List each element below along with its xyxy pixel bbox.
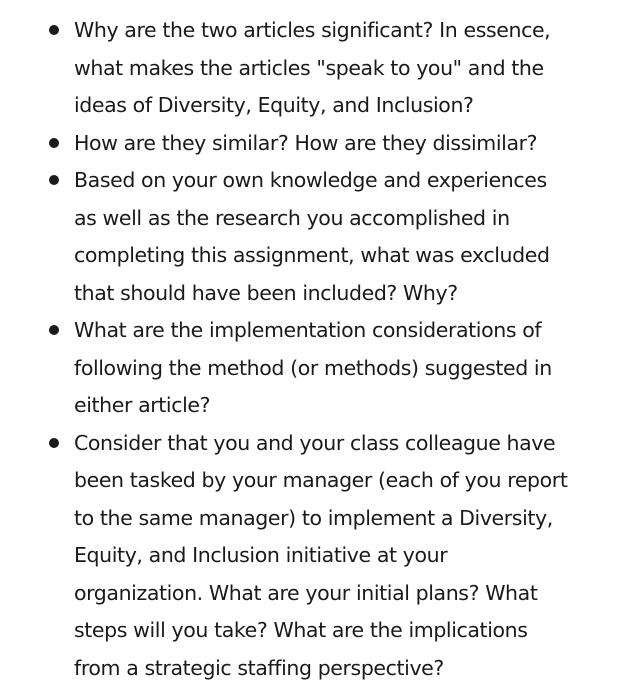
question-text-line: been tasked by your manager (each of you report (74, 468, 568, 492)
question-text-line: completing this assignment, what was excluded (74, 243, 550, 267)
question-text-line: ideas of Diversity, Equity, and Inclusion? (74, 93, 474, 117)
question-text-line: as well as the research you accomplished in (74, 205, 510, 230)
question-text-line: How are they similar? How are they dissimilar? (74, 130, 538, 155)
bullet-icon (49, 325, 59, 335)
list-item (0, 12, 621, 125)
bullet-icon (49, 25, 59, 35)
question-text-line: Why are the two articles significant? In essence, (74, 18, 551, 42)
bullet-icon (49, 438, 59, 448)
question-list (0, 12, 621, 687)
question-text-line: to the same manager) to implement a Diversity, (74, 505, 553, 530)
list-item (0, 425, 621, 688)
question-text-line: steps will you take? What are the implications (74, 618, 528, 642)
question-text-line: following the method (or methods) suggested in (74, 355, 552, 380)
bullet-icon (49, 138, 59, 148)
bullet-icon (49, 175, 59, 185)
question-text-line: that should have been included? Why? (74, 280, 458, 305)
question-text-line: What are the implementation considerations of (74, 318, 542, 342)
list-item (0, 125, 621, 163)
document-page (0, 12, 621, 687)
question-text-line: organization. What are your initial plans? What (74, 580, 538, 605)
question-text-line: from a strategic staffing perspective? (74, 655, 444, 680)
question-text-line: Based on your own knowledge and experiences (74, 168, 547, 192)
list-item (0, 312, 621, 425)
question-text-line: what makes the articles "speak to you" and the (74, 55, 544, 80)
question-text-line: either article? (74, 393, 211, 417)
question-text-line: Equity, and Inclusion initiative at your (74, 543, 448, 567)
list-item (0, 162, 621, 312)
question-text-line: Consider that you and your class colleague have (74, 430, 556, 455)
